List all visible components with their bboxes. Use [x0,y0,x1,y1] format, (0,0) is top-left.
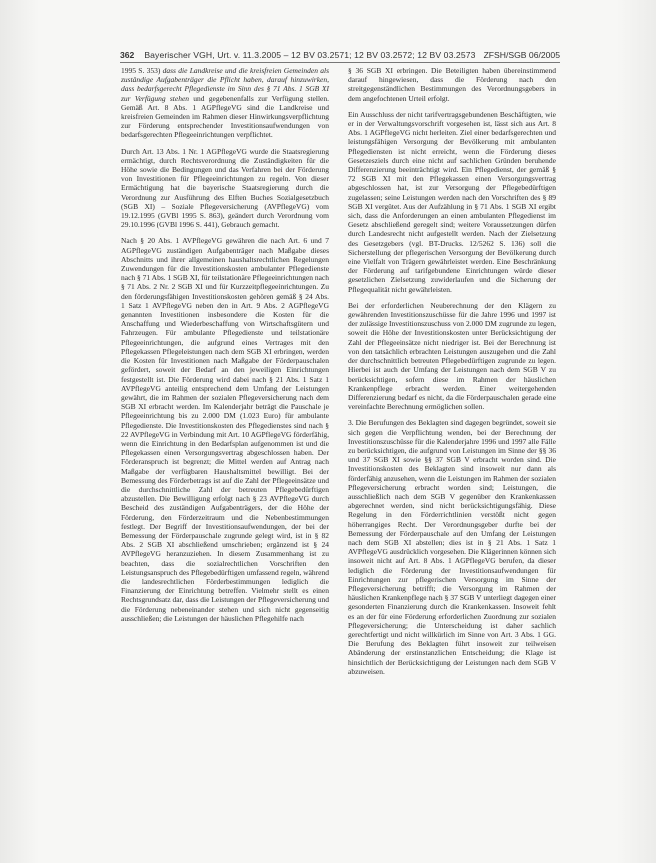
page-number: 362 [120,50,135,60]
paragraph: § 36 SGB XI erbringen. Die Beteiligten haben übereinstimmend darauf hingewiesen, dass die Förderung nach den streitgegenständlichen Bestimmungen des Verordnungsgebers in dem angefochtenen Urteil erfolgt. [348,66,556,103]
paragraph: Bei der erforderlichen Neuberechnung der den Klägern zu gewährenden Investitionszuschüsse für die Jahre 1996 und 1997 ist der zulässige Investitionszuschuss von 2.000 DM zugrunde zu legen, soweit die Höhe der Investitionskosten unter Berücksichtigung der Zahl der Pflegeeinsätze nicht niedriger ist. Bei der Berechnung ist von den tatsächlich erbrachten Leistungen auszugehen und die Zahl der durchschnittlich betreuten Pflegebedürftigen zugrunde zu legen. Hierbei ist auch der Umfang der Leistungen nach dem SGB V zu berücksichtigen, sofern diese im Rahmen der häuslichen Krankenpflege erbracht werden. Einer weitergehenden Differenzierung bedarf es nicht, da die Förderpauschalen gerade eine vereinfachte Berechnung ermöglichen sollen. [348,300,556,412]
paragraph: Ein Ausschluss der nicht tarifvertragsgebundenen Beschäftigten, wie er in der Verwaltungsvorschrift vorgesehen ist, lässt sich aus Art. 8 Abs. 1 AGPflegeVG nicht herleiten. Ziel einer bedarfsgerechten und leistungsfähigen Versorgung der Bevölkerung mit ambulanten Pflegediensten ist nicht erreicht, wenn die Förderung dieses Gesetzesziels durch eine nicht auf sachlichen Gründen beruhende Differenzierung beeinträchtigt wird. Ein Pflegedienst, der gemäß § 72 SGB XI mit den Pflegekassen einen Versorgungsvertrag abgeschlossen hat, ist zur Versorgung der Pflegebedürftigen zugelassen; seine Leistungen werden nach den Vorschriften des § 89 SGB XI vergütet. Aus der Aufzählung in § 71 Abs. 1 SGB XI ergibt sich, dass die Anforderungen an einen ambulanten Pflegedienst im Gesetz abschließend geregelt sind; weitere Voraussetzungen dürfen durch Landesrecht nicht aufgestellt werden. Nach der Zielsetzung des Gesetzgebers (vgl. BT-Drucks. 12/5262 S. 136) soll die Sicherstellung der pflegerischen Versorgung der Bevölkerung durch eine Vielfalt von Trägern gewährleistet werden. Eine Beschränkung der Förderung auf tarifgebundene Einrichtungen würde dieser gesetzlichen Zielsetzung zuwiderlaufen und die Sicherung der Pflegequalität nicht gewährleisten. [348,109,556,294]
right-column [348,66,556,683]
paragraph: Nach § 20 Abs. 1 AVPflegeVG gewähren die nach Art. 6 und 7 AGPflegeVG zuständigen Aufgabenträger nach Maßgabe dieses Abschnitts und ihrer allgemeinen haushaltsrechtlichen Regelungen Zuwendungen für die Investitionskosten ambulanter Pflegedienste nach § 71 Abs. 1 SGB XI, für teilstationäre Pflegeeinrichtungen nach § 71 Abs. 2 Nr. 2 SGB XI und für Kurzzeitpflegeeinrichtungen. Zu den förderungsfähigen Investitionskosten gehören gemäß § 24 Abs. 1 Satz 1 AVPflegeVG neben den in Art. 9 Abs. 2 AGPflegeVG genannten Investitionen insbesondere die Kosten für die Anschaffung und Wiederbeschaffung von Wirtschaftsgütern und Fahrzeugen. Für ambulante Pflegedienste und teilstationäre Pflegeeinrichtungen, die aufgrund eines Vertrages mit den Pflegekassen Pflegeleistungen nach dem SGB XI erbringen, werden die Kosten für Investitionen nach Maßgabe der Förderpauschalen gefördert, soweit der Bedarf an den jeweiligen Einrichtungen festgestellt ist. Die Förderung wird dabei nach § 21 Abs. 1 Satz 1 AVPflegeVG anteilig entsprechend dem Umfang der Leistungen gewährt, die im Rahmen der sozialen Pflegeversicherung nach dem SGB XI erbracht werden. Im Kalenderjahr beträgt die Pauschale je Pflegeeinrichtung bis zu 2.000 DM (1.023 Euro) für ambulante Pflegedienste. Die Investitionskosten des Pflegedienstes sind nach § 22 AVPflegeVG in Verbindung mit Art. 10 AGPflegeVG förderfähig, wenn die Einrichtung in den Bedarfsplan aufgenommen ist und die Pflegekassen einen Versorgungsvertrag abgeschlossen haben. Der Förderanspruch ist begrenzt; die Mittel werden auf Antrag nach Maßgabe der verfügbaren Haushaltsmittel bewilligt. Bei der Bemessung des Förderbetrags ist auf die Zahl der Pflegeeinsätze und die durchschnittliche Zahl der betreuten Pflegebedürftigen abzustellen. Die Bewilligung erfolgt nach § 23 AVPflegeVG durch Bescheid des zuständigen Aufgabenträgers, der die Höhe der Förderung, den Förderzeitraum und die Nebenbestimmungen festlegt. Der Begriff der Investitionsaufwendungen, der bei der Bemessung der Förderpauschale zugrunde gelegt wird, ist in § 82 Abs. 2 SGB XI abschließend umschrieben; ergänzend ist § 24 AVPflegeVG heranzuziehen. In diesem Zusammenhang ist zu beachten, dass die sozialrechtlichen Vorschriften den Leistungsanspruch des Pflegebedürftigen umfassend regeln, während die landesrechtlichen Förderbestimmungen lediglich die Finanzierung der Einrichtung betreffen. Vielmehr stellt es einen Rechtsgrundsatz dar, dass die Leistungen der Pflegeversicherung und die Förderung nebeneinander stehen und sich nicht gegenseitig ausschließen; die Leistungen der häuslichen Pflegehilfe nach [121,236,329,623]
paragraph [121,66,329,140]
text-run: 1995 S. 353) [121,66,161,75]
running-header [120,50,560,63]
paragraph: 3. Die Berufungen des Beklagten sind dagegen begründet, soweit sie sich gegen die Verpflichtung wenden, bei der Berechnung der Investitionszuschüsse für die Kalenderjahre 1996 und 1997 alle Fälle zu berücksichtigen, die aufgrund von Leistungen im Sinne der §§ 36 und 37 SGB XI sowie §§ 37 SGB V erbracht worden sind. Die Investitionskosten des Beklagten sind insoweit nur dann als förderfähig anzusehen, wenn die Leistungen im Rahmen der sozialen Pflegeversicherung erbracht worden sind; Leistungen, die ausschließlich nach dem SGB V gegenüber den Krankenkassen abgerechnet werden, sind nicht berücksichtigungsfähig. Diese Regelung in den Förderrichtlinien verstößt nicht gegen höherrangiges Recht. Der Verordnungsgeber durfte bei der Bemessung der Förderpauschale auf den Umfang der Leistungen nach dem SGB XI abstellen; dies ist in § 21 Abs. 1 Satz 1 AVPflegeVG ausdrücklich vorgesehen. Die Klägerinnen können sich insoweit nicht auf Art. 8 Abs. 1 AGPflegeVG berufen, da dieser lediglich die Förderung der Investitionsaufwendungen für Einrichtungen zur pflegerischen Versorgung im Sinne der Pflegeversicherung betrifft; die Versorgung im Rahmen der häuslichen Krankenpflege nach § 37 SGB V unterliegt dagegen einer gesonderten Finanzierung durch die Krankenkassen. Insoweit fehlt es an der für eine Förderung erforderlichen Zuordnung zur sozialen Pflegeversicherung; die Unterscheidung ist daher sachlich gerechtfertigt und nicht willkürlich im Sinne von Art. 3 Abs. 1 GG. Die Berufung des Beklagten führt insoweit zur teilweisen Abänderung der erstinstanzlichen Entscheidung; die Klage ist hinsichtlich der Berücksichtigung der Leistungen nach dem SGB V abzuweisen. [348,418,556,676]
text-run: und gegebenenfalls zur Verfügung stellen. Gemäß Art. 8 Abs. 1 AGPflegeVG sind die Landkreise und kreisfreien Gemeinden im Rahmen dieser Hinwirkungsverpflichtung zur Förderung entsprechender Investitionsaufwendungen von bedarfsgerechten Pflegeeinrichtungen verpflichtet. [121,93,329,140]
italic-text-run: dass die Landkreise und die kreisfreien Gemeinden als zuständige Aufgabenträger die Pflicht haben, darauf hinzuwirken, dass bedarfsgerecht Pflegedienste im Sinn des § 71 Abs. 1 SGB XI zur Verfügung stehen [121,66,329,103]
journal-reference: ZFSH/SGB 06/2005 [483,50,560,60]
paragraph: Durch Art. 13 Abs. 1 Nr. 1 AGPflegeVG wurde die Staatsregierung ermächtigt, durch Rechtsverordnung die Zuständigkeiten für die Höhe sowie die Bedingungen und das Verfahren bei der Förderung von Investitionen für Pflegeeinrichtungen zu regeln. Von dieser Ermächtigung hat die bayerische Staatsregierung durch die Verordnung zur Ausführung des Elften Buches Sozialgesetzbuch (SGB XI) – Soziale Pflegeversicherung (AVPflegeVG) vom 19.12.1995 (GVBl 1995 S. 863), geändert durch Verordnung vom 29.10.1996 (GVBl 1996 S. 441), Gebrauch gemacht. [121,146,329,230]
left-column [121,66,329,630]
citation-line: Bayerischer VGH, Urt. v. 11.3.2005 – 12 BV 03.2571; 12 BV 03.2572; 12 BV 03.2573 [144,50,476,60]
